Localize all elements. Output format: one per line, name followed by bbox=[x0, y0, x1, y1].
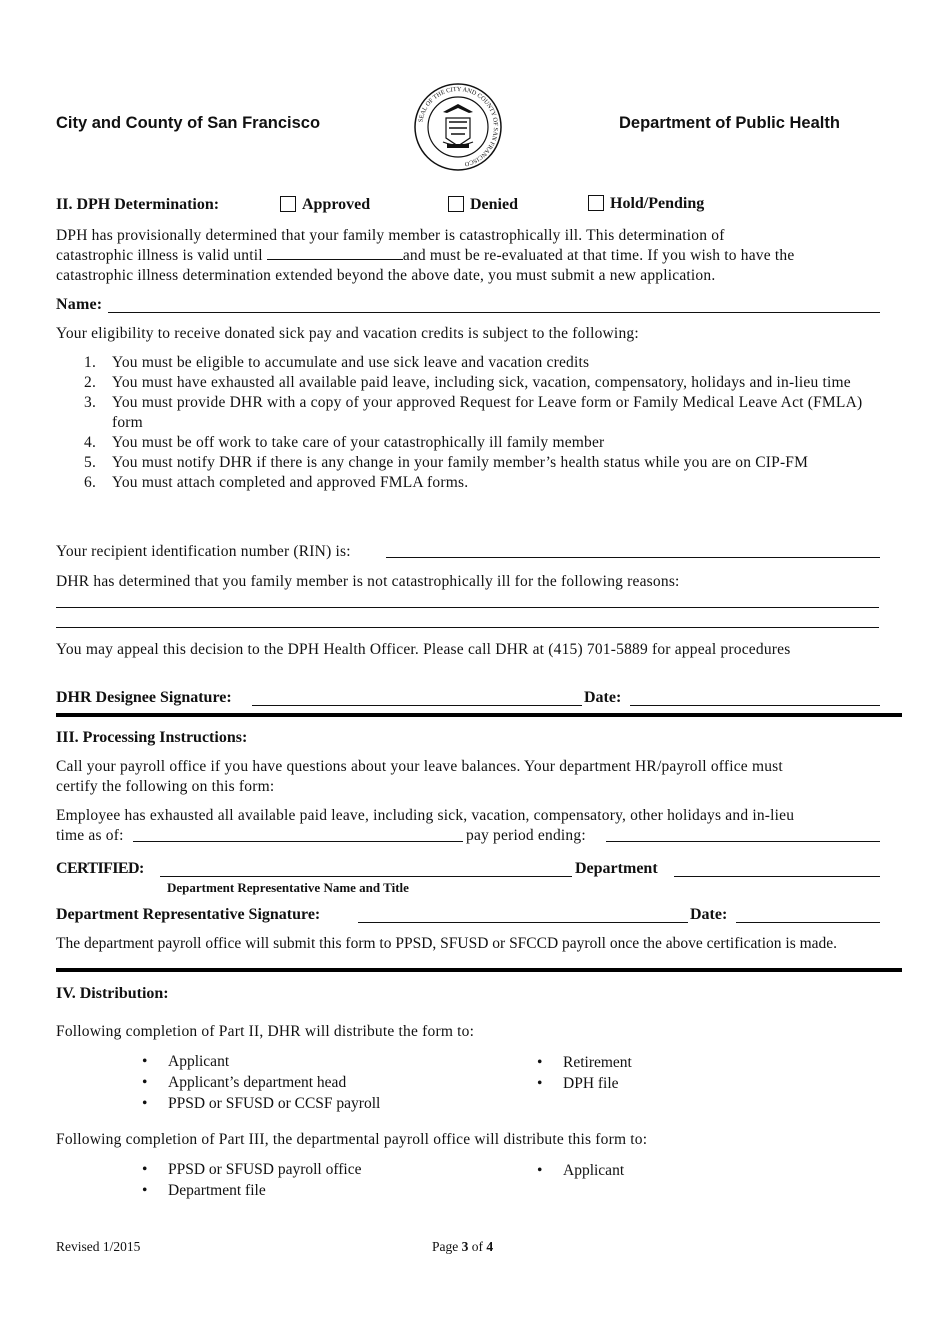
not-ill-text: DHR has determined that you family member is not catastrophically ill for the following reasons: bbox=[56, 573, 680, 590]
section3-title: III. Processing Instructions: bbox=[56, 729, 248, 746]
city-seal-image bbox=[413, 82, 503, 172]
section2-title: II. DPH Determination: bbox=[56, 196, 220, 213]
list-item: • DPH file bbox=[537, 1075, 619, 1092]
part3-intro: Following completion of Part III, the departmental payroll office will distribute this form to: bbox=[56, 1131, 648, 1148]
eligibility-intro: Your eligibility to receive donated sick pay and vacation credits is subject to the following: bbox=[56, 325, 639, 342]
rep-signature-field[interactable] bbox=[358, 922, 688, 923]
hold-pending-label: Hold/Pending bbox=[610, 195, 705, 212]
requirement-item: 6. You must attach completed and approved FMLA forms. bbox=[84, 474, 469, 491]
designee-date-field[interactable] bbox=[630, 705, 880, 706]
requirement-item: 1. You must be eligible to accumulate and use sick leave and vacation credits bbox=[84, 354, 590, 371]
rep-signature-label: Department Representative Signature: bbox=[56, 906, 321, 923]
page-number: Page 3 of 4 bbox=[432, 1239, 494, 1254]
hold-pending-option[interactable] bbox=[588, 195, 704, 213]
pay-period-label: pay period ending: bbox=[466, 827, 586, 844]
list-item: • PPSD or SFUSD payroll office bbox=[142, 1161, 362, 1178]
approved-label: Approved bbox=[302, 196, 371, 213]
designee-signature-label: DHR Designee Signature: bbox=[56, 689, 232, 706]
reason-field-2[interactable] bbox=[56, 627, 879, 628]
reevaluated-text: and must be re-evaluated at that time. If you wish to have the bbox=[402, 247, 795, 264]
header-right-title: Department of Public Health bbox=[619, 114, 840, 132]
requirement-item: 5. You must notify DHR if there is any change in your family member’s health status while you are on CIP-FM bbox=[84, 454, 809, 471]
approved-checkbox[interactable] bbox=[280, 196, 296, 212]
determination-line-1: DPH has provisionally determined that your family member is catastrophically ill. This determination of bbox=[56, 227, 725, 244]
denied-option[interactable] bbox=[448, 196, 518, 214]
exhausted-text: Employee has exhausted all available paid leave, including sick, vacation, compensatory, other holidays and in-lieu bbox=[56, 807, 795, 824]
list-item: • Applicant’s department head bbox=[142, 1074, 347, 1091]
list-item: • Department file bbox=[142, 1182, 266, 1199]
header-left-title: City and County of San Francisco bbox=[56, 114, 321, 132]
call-payroll-line-2: certify the following on this form: bbox=[56, 778, 275, 795]
rep-name-caption: Department Representative Name and Title bbox=[167, 880, 409, 895]
requirement-item: 2. You must have exhausted all available paid leave, including sick, vacation, compensatory, holidays and in-lieu time bbox=[84, 374, 851, 391]
list-item: • PPSD or SFUSD or CCSF payroll bbox=[142, 1095, 381, 1112]
part2-intro: Following completion of Part II, DHR will distribute the form to: bbox=[56, 1023, 475, 1040]
appeal-text: You may appeal this decision to the DPH Health Officer. Please call DHR at (415) 701-5889 for appeal procedures bbox=[56, 641, 791, 658]
determination-line-3: catastrophic illness determination extended beyond the above date, you must submit a new application. bbox=[56, 267, 716, 284]
name-field[interactable] bbox=[108, 312, 880, 313]
requirement-item: 4. You must be off work to take care of your catastrophically ill family member bbox=[84, 434, 605, 451]
certified-label: CERTIFIED: bbox=[56, 860, 144, 877]
call-payroll-line-1: Call your payroll office if you have questions about your leave balances. Your department HR/payroll office must bbox=[56, 758, 783, 775]
denied-label: Denied bbox=[470, 196, 518, 213]
section-divider bbox=[56, 968, 902, 972]
department-label: Department bbox=[575, 860, 658, 877]
list-item: • Retirement bbox=[537, 1054, 632, 1071]
time-as-of-field[interactable] bbox=[133, 841, 463, 842]
rin-label: Your recipient identification number (RIN) is: bbox=[56, 543, 351, 560]
valid-until-label: catastrophic illness is valid until bbox=[56, 247, 263, 264]
revised-date: Revised 1/2015 bbox=[56, 1239, 141, 1254]
designee-date-label: Date: bbox=[584, 689, 622, 706]
svg-text:SEAL OF THE CITY AND COUNTY OF: SEAL OF THE CITY AND COUNTY OF SAN FRANCISCO bbox=[417, 85, 500, 168]
section-divider bbox=[56, 713, 902, 717]
valid-until-field[interactable] bbox=[267, 246, 403, 260]
reason-field-1[interactable] bbox=[56, 607, 879, 608]
list-item: • Applicant bbox=[142, 1053, 230, 1070]
rep-date-label: Date: bbox=[690, 906, 728, 923]
requirement-item: 3. You must provide DHR with a copy of your approved Request for Leave form or Family Medical Leave Act (FMLA) form bbox=[84, 394, 863, 431]
requirements-list bbox=[56, 353, 876, 493]
determination-line-2 bbox=[56, 246, 902, 266]
time-as-of-label: time as of: bbox=[56, 827, 124, 844]
designee-signature-field[interactable] bbox=[252, 705, 582, 706]
pay-period-field[interactable] bbox=[606, 841, 880, 842]
list-item: • Applicant bbox=[537, 1162, 625, 1179]
name-label: Name: bbox=[56, 296, 103, 313]
rep-date-field[interactable] bbox=[736, 922, 880, 923]
department-field[interactable] bbox=[674, 876, 880, 877]
hold-pending-checkbox[interactable] bbox=[588, 195, 604, 211]
submit-text: The department payroll office will submit this form to PPSD, SFUSD or SFCCD payroll once the above certification is made. bbox=[56, 935, 838, 952]
certified-name-field[interactable] bbox=[160, 876, 572, 877]
denied-checkbox[interactable] bbox=[448, 196, 464, 212]
approved-option[interactable] bbox=[280, 196, 370, 214]
rin-field[interactable] bbox=[386, 557, 880, 558]
section4-title: IV. Distribution: bbox=[56, 985, 169, 1002]
